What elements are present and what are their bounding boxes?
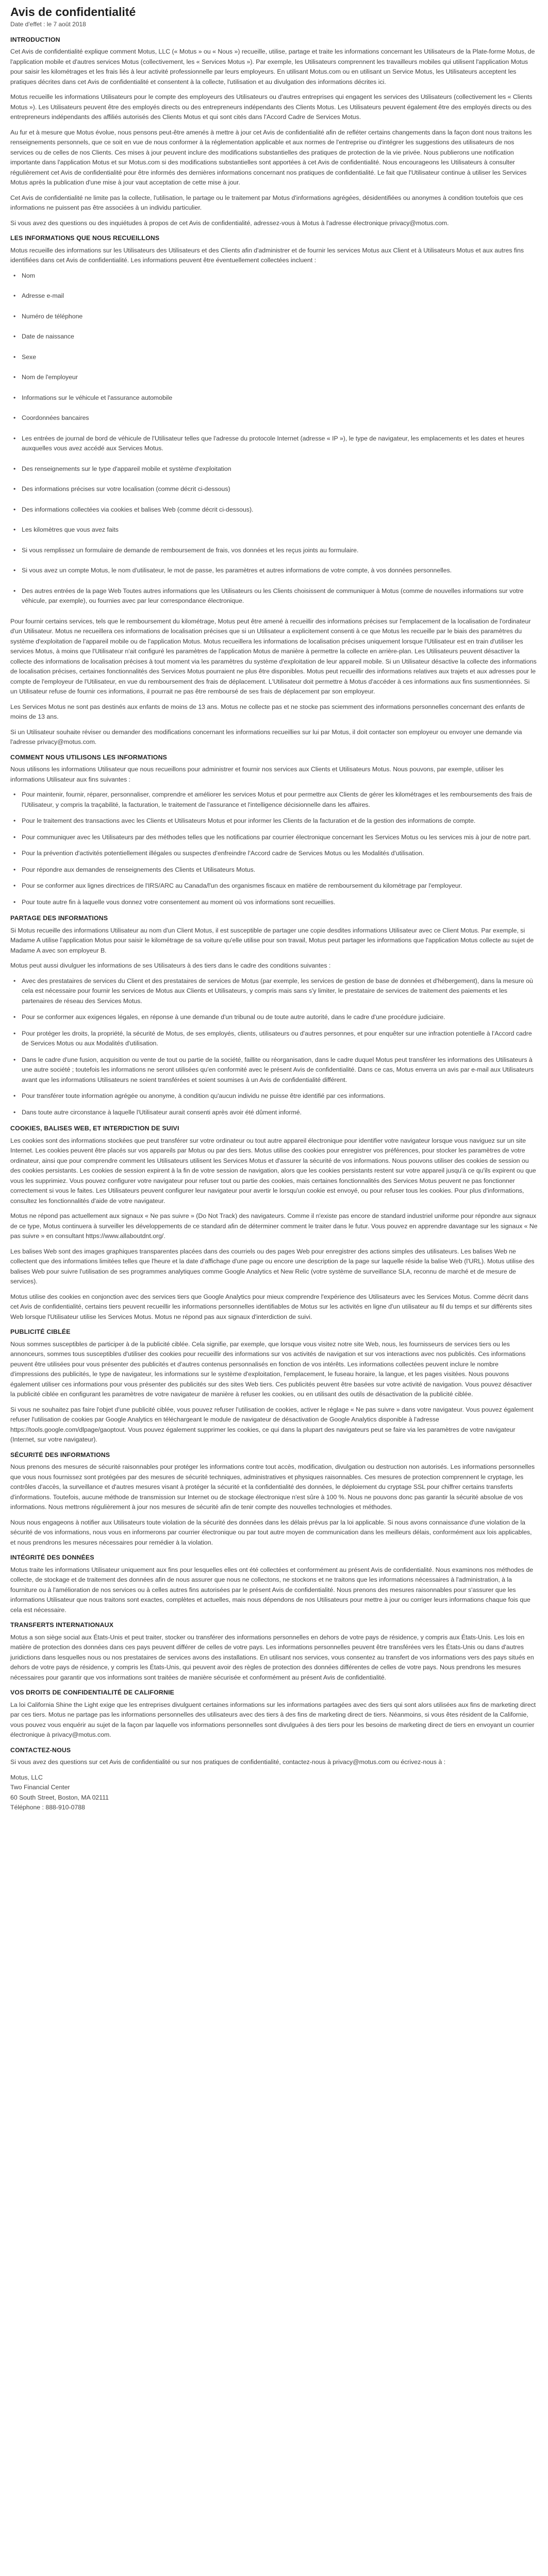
section-paragraph: Nous utilisons les informations Utilisateur que nous recueillons pour administrer et fournir nos services aux Clients et Utilisateurs Motus. Nous pouvons, par exemple, utiliser les informations Utilisateur aux fins suivantes : [10, 766, 504, 783]
section-paragraph: Les cookies sont des informations stockées que peut transférer sur votre ordinateur ou tout autre appareil électronique pour identifier votre navigateur lorsque vous naviguez sur un site Internet. Les cookies peuvent être placés sur vos appareils par Motus ou par des tiers. Motus utilise des cookies pour enregistrer vos préférences, pour stocker les paramètres de votre ordinateur, ainsi que pour comprendre comment les Utilisateurs utilisent les Services Motus et d'assurer la sécurité de vos informations. Nous pouvons utiliser des cookies de session ou des cookies persistants. Les cookies de session expirent à la fin de votre session de navigation, alors que les cookies persistants restent sur votre appareil jusqu'à ce qu'ils expirent ou que vous les supprimiez. Vous pouvez configurer votre navigateur pour refuser tout ou partie des cookies, mais certaines fonctionnalités des Services Motus peuvent ne pas fonctionner correctement si vous le faites. Les Utilisateurs peuvent configurer leur navigateur pour avertir le lorsqu'un cookie est envoyé, ou pour refuser tous les cookies. Pour plus d'informations, consultez les fonctionnalités d'aide de votre navigateur. [10, 1137, 536, 1205]
list-item: • Des informations collectées via cookies et balises Web (comme décrit ci-dessous). [22, 505, 538, 515]
list-item: • Sexe [22, 352, 538, 363]
section-heading: PUBLICITÉ CIBLÉE [10, 1328, 71, 1335]
section-paragraph: Pour fournir certains services, tels que le remboursement du kilométrage, Motus peut être amené à recueillir des informations précises sur l'emplacement de la localisation de l'ordinateur d'un Utilisateur. Motus ne recueillera ces informations de localisation précises que si un Utilisateur a explicitement consenti à ce que Motus les recueille par le biais des paramètres du système d'exploitation de l'appareil mobile ou de l'application Motus. Motus recueillera les informations de localisation précises uniquement lorsque l'Utilisateur est en train d'utiliser les services Motus, à moins que l'Utilisateur n'ait configuré les paramètres de l'application Motus de manière à permettre la collecte en arrière-plan. Les Utilisateurs peuvent désactiver la collecte des informations de localisation précises à tout moment via les paramètres du système d'exploitation de leur appareil mobile. Si un Utilisateur désactive la collecte des informations de localisation précises, certaines fonctionnalités des Services Motus pourraient ne plus être disponibles. Motus peut recueillir des informations relatives aux trajets et aux adresses pour le compte de l'employeur de l'Utilisateur, en vue du remboursement des frais de déplacement. L'Utilisateur doit permettre à Motus d'accéder à ces informations aux fins susmentionnées. Si un Utilisateur refuse de fournir ces informations, il pourrait ne pas être remboursé de ses frais de déplacement par son employeur. [10, 617, 537, 695]
contact-address [10, 1773, 538, 1813]
list-item: • Date de naissance [22, 332, 538, 342]
list-item: • Si vous remplissez un formulaire de demande de remboursement de frais, vos données et les reçus joints au formulaire. [22, 546, 538, 556]
section-heading: INTÉGRITÉ DES DONNÉES [10, 1554, 94, 1561]
section-heading: SÉCURITÉ DES INFORMATIONS [10, 1451, 110, 1459]
list-item: • Des autres entrées de la page Web Toutes autres informations que les Utilisateurs ou les Clients choisissent de communiquer à Motus (comme de nouvelles informations sur votre véhicule, par exemple), ou fournies avec par leur correspondance électronique. [22, 586, 538, 606]
list-item: • Pour le traitement des transactions avec les Clients et Utilisateurs Motus et pour informer les Clients de la facturation et de la gestion des informations de compte. [22, 816, 538, 826]
list-item: • Si vous avez un compte Motus, le nom d'utilisateur, le mot de passe, les paramètres et autres informations de votre compte, à vos données personnelles. [22, 566, 538, 576]
list-item: • Adresse e-mail [22, 291, 538, 301]
list-item: • Des informations précises sur votre localisation (comme décrit ci-dessous) [22, 484, 538, 495]
section-heading: COMMENT NOUS UTILISONS LES INFORMATIONS [10, 753, 168, 761]
list-item: • Pour maintenir, fournir, réparer, personnaliser, comprendre et améliorer les services Motus et pour permettre aux Clients de gérer les kilométrages et les remboursements des frais de l'Utilisateur, y compris la traçabilité, la facturation, le traitement de l'assurance et l'intelligence décisionnelle dans les affaires. [22, 790, 538, 810]
section-paragraph: Nous sommes susceptibles de participer à de la publicité ciblée. Cela signifie, par exemple, que lorsque vous visitez notre site Web, nous, les fournisseurs de services tiers ou les annonceurs, sommes tous susceptibles d'utiliser des cookies pour recueillir des informations sur vos activités de navigation et sur vos interactions avec nos publicités. Ces informations peuvent être utilisées pour vous présenter des publicités et d'autres contenus personnalisés en fonction de vos intérêts. Les informations collectées peuvent inclure le nombre d'impressions des publicités, le type de navigateur, les informations sur le système d'exploitation, l'emplacement, le fuseau horaire, la langue, et les pages visitées. Nous pouvons également utiliser ces informations pour vous présenter des publicités sur des sites Web tiers. Ces publicités peuvent être basées sur votre activité de navigation. Vous pouvez désactiver la publicité ciblée en configurant les paramètres de votre navigateur de manière à refuser les cookies, ou en utilisant des outils de désactivation de la publicité ciblée. [10, 1340, 533, 1398]
list-item: • Coordonnées bancaires [22, 413, 538, 423]
list-item: • Dans le cadre d'une fusion, acquisition ou vente de tout ou partie de la société, faillite ou réorganisation, dans le cadre duquel Motus peut transférer les informations des Utilisateurs à une autre société ; toutefois les informations ne seront utilisées qu'en conformité avec le présent Avis de confidentialité. Dans ce cas, Motus enverra un avis par e-mail aux Utilisateurs avant que les informations Utilisateurs ne soient transférées et soient soumises à un Avis de confidentialité différent. [22, 1055, 538, 1086]
section-paragraph: La loi California Shine the Light exige que les entreprises divulguent certaines informations sur les informations partagées avec des tiers qui sont alors utilisées aux fins de marketing direct par ces tiers. Motus ne partage pas les informations personnelles des utilisateurs avec des tiers à des fins de marketing direct de tiers. Néanmoins, si vous êtes résident de la Californie, vous pouvez vous enquérir au sujet de la façon par laquelle vos informations personnelles sont divulguées à des tiers pour les besoins de marketing direct de tiers en envoyant un courrier électronique à privacy@motus.com. [10, 1701, 536, 1738]
section-paragraph: Motus recueille des informations sur les Utilisateurs des Utilisateurs et des Clients afin d'administrer et de fournir les services Motus aux Client et à Utilisateurs Motus et aux autres fins identifiées dans cet Avis de confidentialité. Les informations peuvent être éventuellement collectées incluent : [10, 246, 524, 264]
section-paragraph: Cet Avis de confidentialité ne limite pas la collecte, l'utilisation, le partage ou le traitement par Motus d'informations agrégées, désidentifiées ou anonymes à condition toutefois que ces informations ne puissent pas être associées à un individu particulier. [10, 194, 523, 211]
section-paragraph: Si un Utilisateur souhaite réviser ou demander des modifications concernant les informations recueillies sur lui par Motus, il doit contacter son employeur ou envoyer une demande via l'adresse privacy@motus.com. [10, 728, 522, 745]
list-item: • Pour communiquer avec les Utilisateurs par des méthodes telles que les notifications par courrier électronique concernant les Services Motus ou les services mis à jour de notre part. [22, 833, 538, 843]
page-title: Avis de confidentialité [10, 5, 136, 19]
list-item: • Pour se conformer aux lignes directrices de l'IRS/ARC au Canada/l'un des organismes fiscaux en matière de remboursement du kilométrage par l'employeur. [22, 881, 538, 891]
privacy-notice-page [10, 4, 538, 1823]
section-heading: LES INFORMATIONS QUE NOUS RECUEILLONS [10, 234, 160, 242]
section-paragraph: Motus peut aussi divulguer les informations de ses Utilisateurs à des tiers dans le cadre des conditions suivantes : [10, 962, 331, 969]
section-paragraph: Si vous ne souhaitez pas faire l'objet d'une publicité ciblée, vous pouvez refuser l'utilisation de cookies, activer le réglage « Ne pas suivre » dans votre navigateur. Vous pouvez également refuser l'utilisation de cookies par Google Analytics en téléchargeant le module de navigateur de désactivation de Google Analytics disponible à l'adresse https://tools.google.com/dlpage/gaoptout. Vous pouvez également supprimer les cookies, ce qui dans la plupart des navigateurs peut se faire via les paramètres de votre navigateur (Internet, sur votre navigateur). [10, 1405, 534, 1443]
section-paragraph: Motus recueille les informations Utilisateurs pour le compte des employeurs des Utilisateurs ou d'autres entreprises qui engagent les services des Utilisateurs (collectivement les « Clients Motus »). Les Utilisateurs peuvent être des employés directs ou des entrepreneurs indépendants des Clients Motus. Les Utilisateurs peuvent également être des employés directs ou des entrepreneurs indépendants des affiliés autorisés des Clients Motus et qui sont cités dans l'Accord Cadre de Services Motus. [10, 93, 533, 121]
list-item: • Pour la prévention d'activités potentiellement illégales ou suspectes d'enfreindre l'Accord cadre de Services Motus ou les Modalités d'utilisation. [22, 849, 538, 859]
section-paragraph: Si vous avez des questions ou des inquiétudes à propos de cet Avis de confidentialité, adressez-vous à Motus à l'adresse électronique privacy@motus.com. [10, 219, 449, 227]
section-paragraph: Les Services Motus ne sont pas destinés aux enfants de moins de 13 ans. Motus ne collecte pas et ne stocke pas sciemment des informations personnelles concernant des enfants de moins de 13 ans. [10, 703, 525, 720]
list-item: • Avec des prestataires de services du Client et des prestataires de services de Motus (par exemple, les services de gestion de base de données et d'hébergement), dans la mesure où cela est nécessaire pour fournir les services de Motus aux Clients et Utilisateurs, y compris mais sans s'y limiter, le prestataire de services de traitement des paiements et les partenaires de réseau des Services Motus. [22, 976, 538, 1007]
section-paragraph: Si Motus recueille des informations Utilisateur au nom d'un Client Motus, il est susceptible de partager une copie desdites informations Utilisateur avec ce Client Motus. Par exemple, si Madame A utilise l'application Motus pour saisir le kilométrage de sa voiture qu'elle utilise pour son travail, Motus peut partager les informations que l'application Motus collecte au sujet de Madame A avec son employeur B. [10, 926, 534, 954]
list-item: • Nom de l'employeur [22, 372, 538, 383]
section-paragraph: Nous nous engageons à notifier aux Utilisateurs toute violation de la sécurité des données dans les délais prévus par la loi applicable. Si nous avons connaissance d'une violation de la sécurité de vos informations, nous vous en informerons par courrier électronique ou par tout autre moyen de communication dans les meilleurs délais, conformément aux lois applicables, et nous prendrons les mesures nécessaires pour remédier à la violation. [10, 1518, 532, 1546]
list-item: • Les entrées de journal de bord de véhicule de l'Utilisateur telles que l'adresse du protocole Internet (adresse « IP »), le type de navigateur, les emplacements et les dates et heures auxquelles vous avez accédé aux Services Motus. [22, 434, 538, 454]
contact-line: Two Financial Center [10, 1784, 70, 1791]
list-item: • Nom [22, 271, 538, 281]
contact-line: Téléphone : 888-910-0788 [10, 1804, 85, 1811]
section-paragraph: Cet Avis de confidentialité explique comment Motus, LLC (« Motus » ou « Nous ») recueille, utilise, partage et traite les informations concernant les Utilisateurs de la Plate-forme Motus, de l'application mobile et d'autres services Motus (collectivement, les « Services Motus »). Par exemple, les Utilisateurs comprennent les travailleurs mobiles qui utilisent l'application Motus pour saisir les kilométrages et les frais liés à leur activité professionnelle par leurs employeurs. En utilisant Motus.com ou en utilisant un Service Motus, les Utilisateurs acceptent les pratiques décrites dans cet Avis de confidentialité et consentent à la collecte, l'utilisation et au divulgation des informations décrites ici. [10, 48, 535, 86]
section-heading: INTRODUCTION [10, 36, 60, 43]
list-item: • Pour toute autre fin à laquelle vous donnez votre consentement au moment où vos informations sont recueillies. [22, 897, 538, 908]
list-item: • Dans toute autre circonstance à laquelle l'Utilisateur aurait consenti après avoir été dûment informé. [22, 1108, 538, 1118]
section-heading: PARTAGE DES INFORMATIONS [10, 914, 108, 922]
list-item: • Pour protéger les droits, la propriété, la sécurité de Motus, de ses employés, clients, utilisateurs ou d'autres personnes, et pour enquêter sur une infraction potentielle à l'Accord cadre de Services Motus ou aux Modalités d'utilisation. [22, 1029, 538, 1049]
sections-container [10, 35, 538, 1813]
effective-date: Date d'effet : le 7 août 2018 [10, 21, 86, 28]
list-item: • Pour se conformer aux exigences légales, en réponse à une demande d'un tribunal ou de toute autre autorité, dans le cadre d'une procédure judiciaire. [22, 1012, 538, 1023]
bullet-list [10, 976, 538, 1118]
section-heading: VOS DROITS DE CONFIDENTIALITÉ DE CALIFORNIE [10, 1689, 175, 1696]
section-heading: CONTACTEZ-NOUS [10, 1746, 71, 1754]
section-paragraph: Motus traite les informations Utilisateur uniquement aux fins pour lesquelles elles ont été collectées et conformément au présent Avis de confidentialité. Nous examinons nos méthodes de collecte, de stockage et de traitement des données afin de nous assurer que nous ne collectons, ne stockons et ne traitons que les informations nécessaires à l'administration, à la fourniture ou à l'amélioration de nos services ou à celles autres fins autorisées par le présent Avis de confidentialité. Nous prenons des mesures raisonnables pour s'assurer que les informations Utilisateur que nous traitons sont exactes, complètes et actuelles, mais nous dépendons de nos Utilisateurs pour mettre à jour ou corriger leurs informations chaque fois que cela est nécessaire. [10, 1566, 534, 1614]
section-heading: COOKIES, BALISES WEB, ET INTERDICTION DE SUIVI [10, 1125, 179, 1132]
contact-line: 60 South Street, Boston, MA 02111 [10, 1793, 109, 1801]
bullet-list [10, 790, 538, 907]
section-paragraph: Nous prenons des mesures de sécurité raisonnables pour protéger les informations contre tout accès, modification, divulgation ou destruction non autorisés. Les informations personnelles que vous nous fournissez sont protégées par des mesures de sécurité techniques, administratives et physiques raisonnables. Ces mesures de protection comprennent le cryptage, les contrôles d'accès, la surveillance et d'autres mesures visant à protéger la sécurité et la confidentialité des données, le déploiement du cryptage SSL pour chiffrer certains transferts d'informations. Toutefois, aucune méthode de transmission sur Internet ou de stockage électronique n'est sûre à 100 %. Nous ne pouvons donc pas garantir la sécurité absolue de vos informations. Nous mettrons régulièrement à jour nos mesures de sécurité afin de tenir compte des nouvelles technologies et méthodes. [10, 1463, 535, 1511]
section-paragraph: Motus ne répond pas actuellement aux signaux « Ne pas suivre » (Do Not Track) des navigateurs. Comme il n'existe pas encore de standard industriel uniforme pour répondre aux signaux de ce type, Motus continuera à surveiller les développements de ce standard afin de déterminer comment le traiter dans le futur. Vous pouvez en apprendre davantage sur les signaux « Ne pas suivre » en consultant https://www.allaboutdnt.org/. [10, 1212, 538, 1240]
section-paragraph: Au fur et à mesure que Motus évolue, nous pensons peut-être amenés à mettre à jour cet Avis de confidentialité afin de refléter certains changements dans la façon dont nous traitons les renseignements personnels, que ce soit en vue de nous conformer à la réglementation applicable et aux normes de l'entreprise ou d'intégrer les suggestions des utilisateurs de nos services ou de celles de nos Clients. Ces mises à jour peuvent inclure des modifications substantielles des pratiques de protection de la vie privée. Nous publierons une notification importante dans l'application Motus et sur Motus.com si des modifications substantielles sont apportées à cet Avis de confidentialité. Nous encourageons les Utilisateurs à consulter régulièrement cet Avis de confidentialité pour être informés des dernières informations concernant nos pratiques de confidentialité. Le fait que l'Utilisateur continue à utiliser les Services Motus après la publication d'une mise à jour vaut acceptation de cette mise à jour. [10, 128, 532, 186]
list-item: • Informations sur le véhicule et l'assurance automobile [22, 393, 538, 403]
list-item: • Les kilomètres que vous avez faits [22, 525, 538, 535]
list-item: • Numéro de téléphone [22, 312, 538, 322]
section-paragraph: Si vous avez des questions sur cet Avis de confidentialité ou sur nos pratiques de confidentialité, contactez-nous à privacy@motus.com ou écrivez-nous à : [10, 1758, 446, 1766]
section-paragraph: Motus a son siège social aux États-Unis et peut traiter, stocker ou transférer des informations personnelles en dehors de votre pays de résidence, y compris aux États-Unis. Les lois en matière de protection des données dans ces pays peuvent différer de celles de votre pays. Les informations personnelles peuvent être transférées vers les États-Unis ou dans d'autres juridictions dans lesquelles nous ou nos prestataires de services avons des installations. En utilisant nos services, vous consentez au transfert de vos informations vers des pays situés en dehors de votre pays de résidence, y compris les États-Unis, qui peuvent avoir des règles de protection des données différentes de celles de votre pays. Nous prendrons les mesures nécessaires pour garantir que vos informations sont traitées de manière sécurisée et conformément au présent Avis de confidentialité. [10, 1633, 534, 1681]
section-paragraph: Motus utilise des cookies en conjonction avec des services tiers que Google Analytics pour mieux comprendre l'expérience des Utilisateurs avec les Services Motus. Comme décrit dans cet Avis de confidentialité, certains tiers peuvent recueillir les informations personnelles identifiables de Motus sur les activités en ligne d'un utilisateur au fil du temps et sur différents sites Web lorsque l'Utilisateur utilise les Services Motus. Motus ne répond pas aux signaux d'interdiction de suivi. [10, 1293, 533, 1320]
list-item: • Pour répondre aux demandes de renseignements des Clients et Utilisateurs Motus. [22, 865, 538, 875]
contact-line: Motus, LLC [10, 1773, 43, 1781]
bullet-list [10, 271, 538, 606]
section-heading: TRANSFERTS INTERNATIONAUX [10, 1621, 114, 1629]
list-item: • Des renseignements sur le type d'appareil mobile et système d'exploitation [22, 464, 538, 474]
section-paragraph: Les balises Web sont des images graphiques transparentes placées dans des courriels ou des pages Web pour enregistrer des actions simples des utilisateurs. Les balises Web ne collectent que des informations limitées telles que l'heure et la date d'affichage d'une page ou encore une description de la page sur laquelle réside la balise Web (l'URL). Motus utilise des balises Web pour suivre l'utilisation de ses programmes analytiques comme Google Analytics et New Relic (votre système de surveillance SLA, reconnu de marché et de mesure de services). [10, 1247, 535, 1285]
list-item: • Pour transférer toute information agrégée ou anonyme, à condition qu'aucun individu ne puisse être identifié par ces informations. [22, 1091, 538, 1101]
